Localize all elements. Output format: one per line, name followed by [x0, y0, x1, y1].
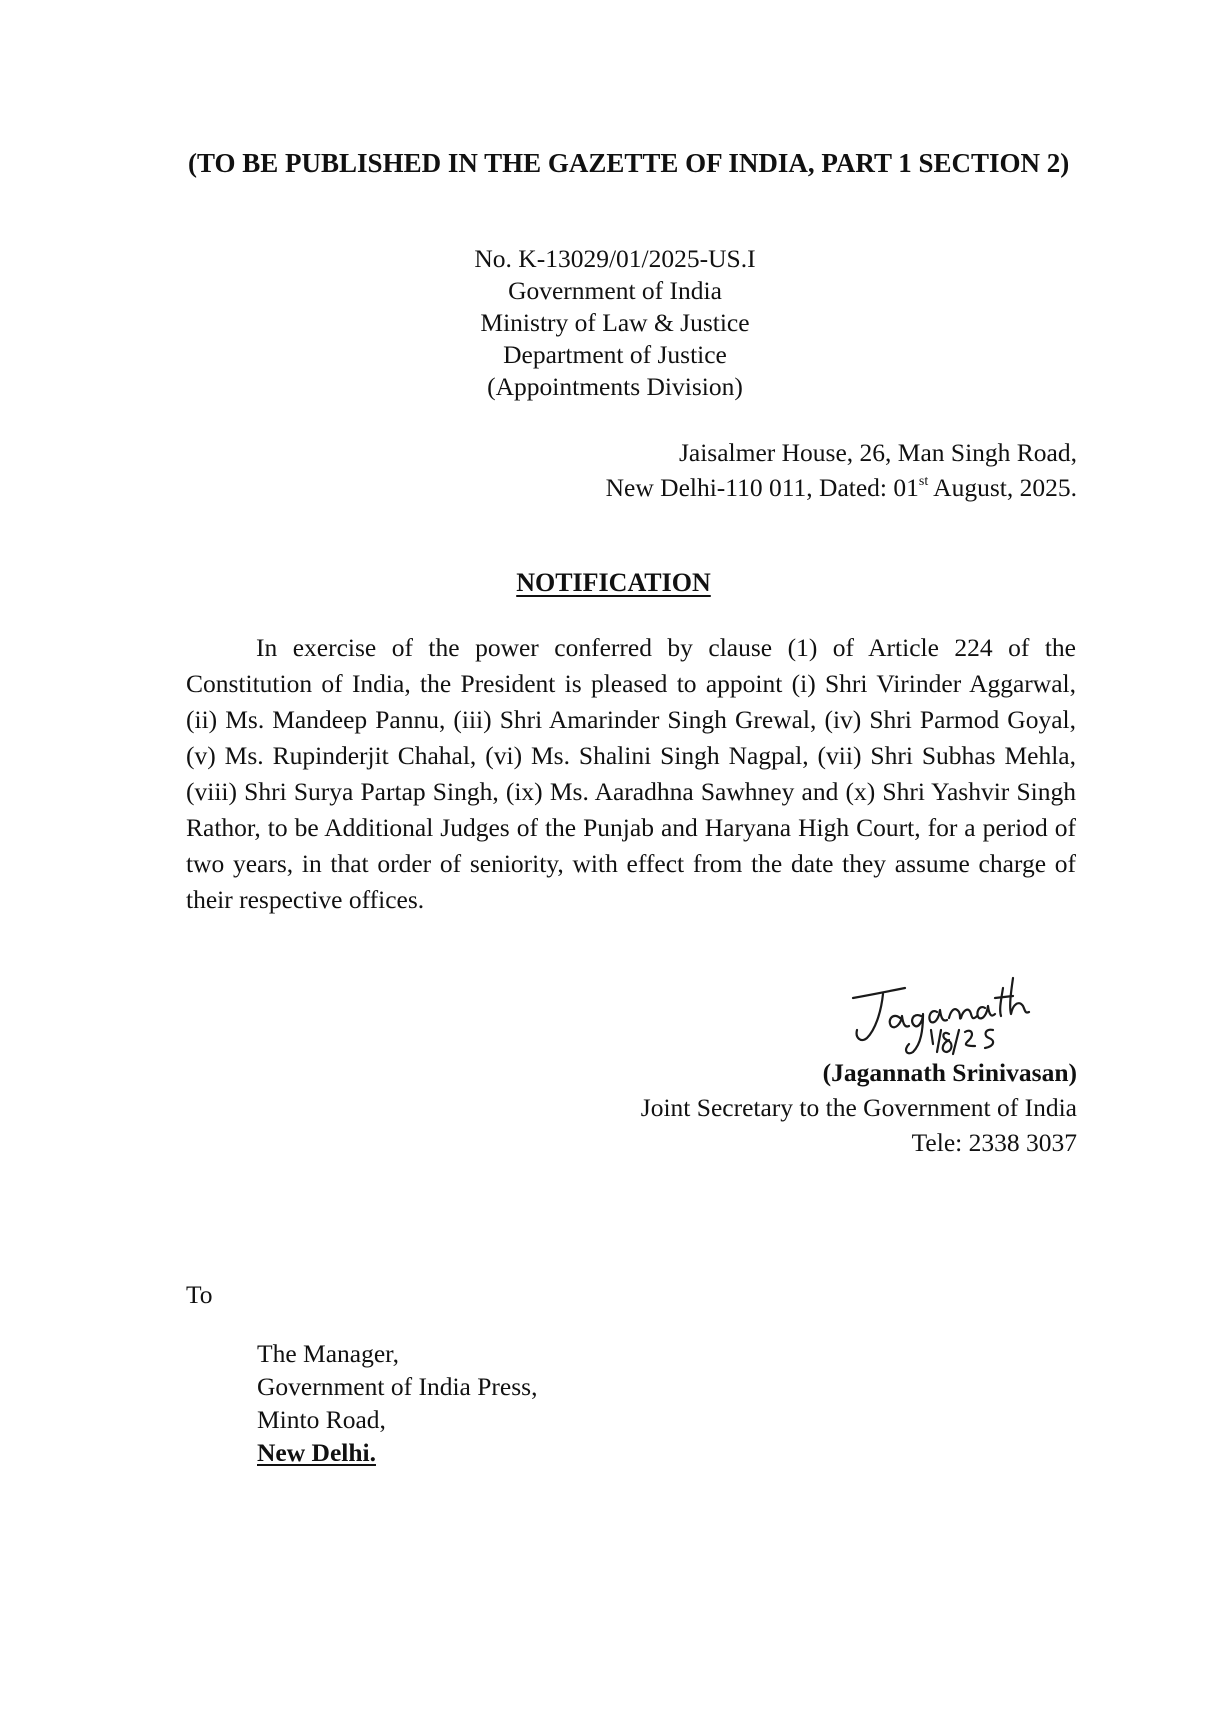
to-label: To: [186, 1280, 213, 1309]
recipient-line-3: Minto Road,: [257, 1405, 386, 1434]
recipient-address: [257, 1337, 537, 1469]
address-date-prefix: New Delhi-110 011, Dated: 01: [605, 473, 919, 502]
address-block: [606, 435, 1077, 505]
signatory-telephone: Tele: 2338 3037: [911, 1128, 1077, 1157]
file-number: No. K-13029/01/2025-US.I: [474, 244, 756, 273]
recipient-line-2: Government of India Press,: [257, 1372, 538, 1401]
notification-body: In exercise of the power conferred by clause (1) of Article 224 of the Constitution of India, the President is pleased to appoint (i) Shri Virinder Aggarwal, (ii) Ms. Mandeep Pannu, (iii) Shri Amarinder Singh Grewal, (iv) Shri Parmod Goyal, (v) Ms. Rupinderjit Chahal, (vi) Ms. Shalini Singh Nagpal, (vii) Shri Subhas Mehla, (viii) Shri Surya Partap Singh, (ix) Ms. Aaradhna Sawhney and (x) Shri Yashvir Singh Rathor, to be Additional Judges of the Punjab and Haryana High Court, for a period of two years, in that order of seniority, with effect from the date they assume charge of their respective offices.: [186, 633, 1076, 914]
office-block: [455, 243, 775, 403]
government-name: Government of India: [508, 276, 722, 305]
recipient-line-1: The Manager,: [257, 1339, 399, 1368]
division-name: (Appointments Division): [487, 372, 743, 401]
signatory-designation: Joint Secretary to the Government of India: [640, 1093, 1077, 1122]
ministry-name: Ministry of Law & Justice: [480, 308, 750, 337]
recipient-city: New Delhi.: [257, 1438, 376, 1467]
signatory-block: [641, 1055, 1077, 1160]
gazette-header: (TO BE PUBLISHED IN THE GAZETTE OF INDIA, PART 1 SECTION 2): [188, 148, 1070, 178]
address-date-suffix: August, 2025.: [928, 473, 1077, 502]
address-line-2: [606, 470, 1077, 505]
address-line-1: Jaisalmer House, 26, Man Singh Road,: [678, 438, 1077, 467]
signatory-name: (Jagannath Srinivasan): [822, 1058, 1077, 1087]
date-ordinal-suffix: st: [918, 473, 929, 489]
department-name: Department of Justice: [503, 340, 727, 369]
notification-title: NOTIFICATION: [516, 568, 711, 597]
handwritten-signature: [845, 968, 1045, 1063]
